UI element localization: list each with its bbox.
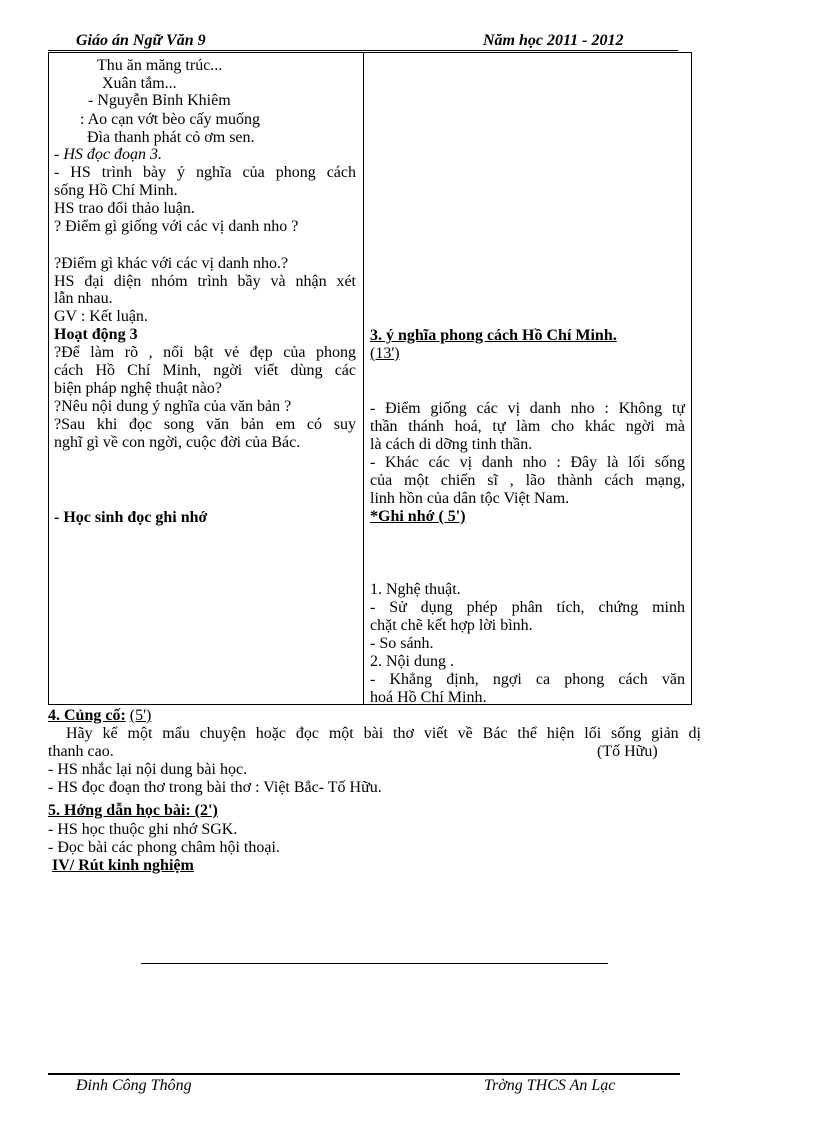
separator-rule [141, 963, 608, 964]
question-different: ?Điểm gì khác với các vị danh nho.? [54, 255, 289, 272]
discuss-line: HS trao đổi thảo luận. [54, 200, 195, 217]
consolidate-title: 4. Củng cố: [48, 707, 126, 724]
art-heading: 1. Nghệ thuật. [370, 581, 461, 598]
question-art-1: ?Để làm rõ , nổi bật vẻ đẹp của phong [54, 344, 356, 361]
art-line-1: - Sử dụng phép phân tích, chứng minh [370, 599, 685, 616]
same-line-3: là cách di dỡng tinh thần. [370, 436, 533, 453]
poem-line-3: : Ao cạn vớt bèo cấy muống [80, 111, 260, 128]
diff-line-2: của một chiến sĩ , lão thành cách mạng, [370, 472, 685, 489]
question-art-2: cách Hồ Chí Minh, ngời viết dùng các [54, 362, 356, 379]
homework-line-2: - Đọc bài các phong châm hội thoại. [48, 839, 280, 856]
table-divider [363, 52, 364, 705]
experience-title: IV/ Rút kinh nghiệm [52, 857, 194, 874]
poem-line-1: Thu ăn măng trúc... [97, 57, 223, 74]
content-line-1: - Khẳng định, ngợi ca phong cách văn [370, 671, 685, 688]
footer-author: Đinh Công Thông [76, 1077, 192, 1094]
consolidate-line-3: - HS nhắc lại nội dung bài học. [48, 761, 248, 778]
present-line-1: - HS trình bày ý nghĩa của phong cách [54, 164, 356, 181]
consolidate-heading [48, 707, 151, 725]
present-line-2: sống Hồ Chí Minh. [54, 182, 178, 199]
section-title: 3. ý nghĩa phong cách Hồ Chí Minh. [370, 327, 617, 344]
question-content: ?Nêu nội dung ý nghĩa của văn bản ? [54, 398, 292, 415]
activity-heading: Hoạt động 3 [54, 326, 138, 343]
art-line-2: chặt chẽ kết hợp lời bình. [370, 617, 533, 634]
question-after-2: nghĩ gì về con ngời, cuộc đời của Bác. [54, 434, 301, 451]
header-rule [48, 50, 678, 51]
read-notes: - Học sinh đọc ghi nhớ [54, 509, 208, 526]
consolidate-line-2: thanh cao. [48, 743, 114, 760]
read-passage: - HS đọc đoạn 3. [54, 146, 162, 163]
poem-line-4: Đìa thanh phát cỏ ơm sen. [87, 129, 255, 146]
teacher-conclude: GV : Kết luận. [54, 308, 148, 325]
consolidate-line-1: Hãy kể một mẩu chuyện hoặc đọc một bài thơ viết về Bác thể hiện lối sống giản dị [66, 725, 701, 742]
art-line-3: - So sánh. [370, 635, 434, 652]
question-art-3: biện pháp nghệ thuật nào? [54, 380, 222, 397]
header-school-year: Năm học 2011 - 2012 [483, 32, 624, 49]
header-subject: Giáo án Ngữ Văn 9 [76, 32, 206, 49]
diff-line-3: linh hồn của dân tộc Việt Nam. [370, 490, 570, 507]
question-after-1: ?Sau khi đọc song văn bản em có suy [54, 416, 356, 433]
group-line-1: HS đại diện nhóm trình bầy và nhận xét [54, 273, 356, 290]
footer-school: Trờng THCS An Lạc [484, 1077, 616, 1094]
section-time: (13') [370, 345, 400, 362]
footer-rule [48, 1073, 680, 1075]
same-line-1: - Điểm giống các vị danh nho : Không tự [370, 400, 685, 417]
homework-line-1: - HS học thuộc ghi nhớ SGK. [48, 821, 238, 838]
homework-title: 5. Hớng dẫn học bài: (2') [48, 802, 218, 819]
poem-author: - Nguyễn Bỉnh Khiêm [88, 92, 231, 109]
question-same: ? Điểm gì giống với các vị danh nho ? [54, 218, 299, 235]
notes-title: *Ghi nhớ ( 5') [370, 508, 466, 525]
diff-line-1: - Khác các vị danh nho : Đây là lối sống [370, 454, 685, 471]
consolidate-author: (Tố Hữu) [597, 743, 658, 760]
consolidate-line-4: - HS đọc đoạn thơ trong bài thơ : Việt Bắc- Tố Hữu. [48, 779, 382, 796]
same-line-2: thần thánh hoá, tự làm cho khác ngời mà [370, 418, 685, 435]
group-line-2: lẫn nhau. [54, 290, 113, 307]
poem-line-2: Xuân tắm... [102, 75, 177, 92]
consolidate-time: (5') [129, 707, 152, 724]
content-heading: 2. Nội dung . [370, 653, 454, 670]
content-line-2: hoá Hồ Chí Minh. [370, 689, 487, 706]
